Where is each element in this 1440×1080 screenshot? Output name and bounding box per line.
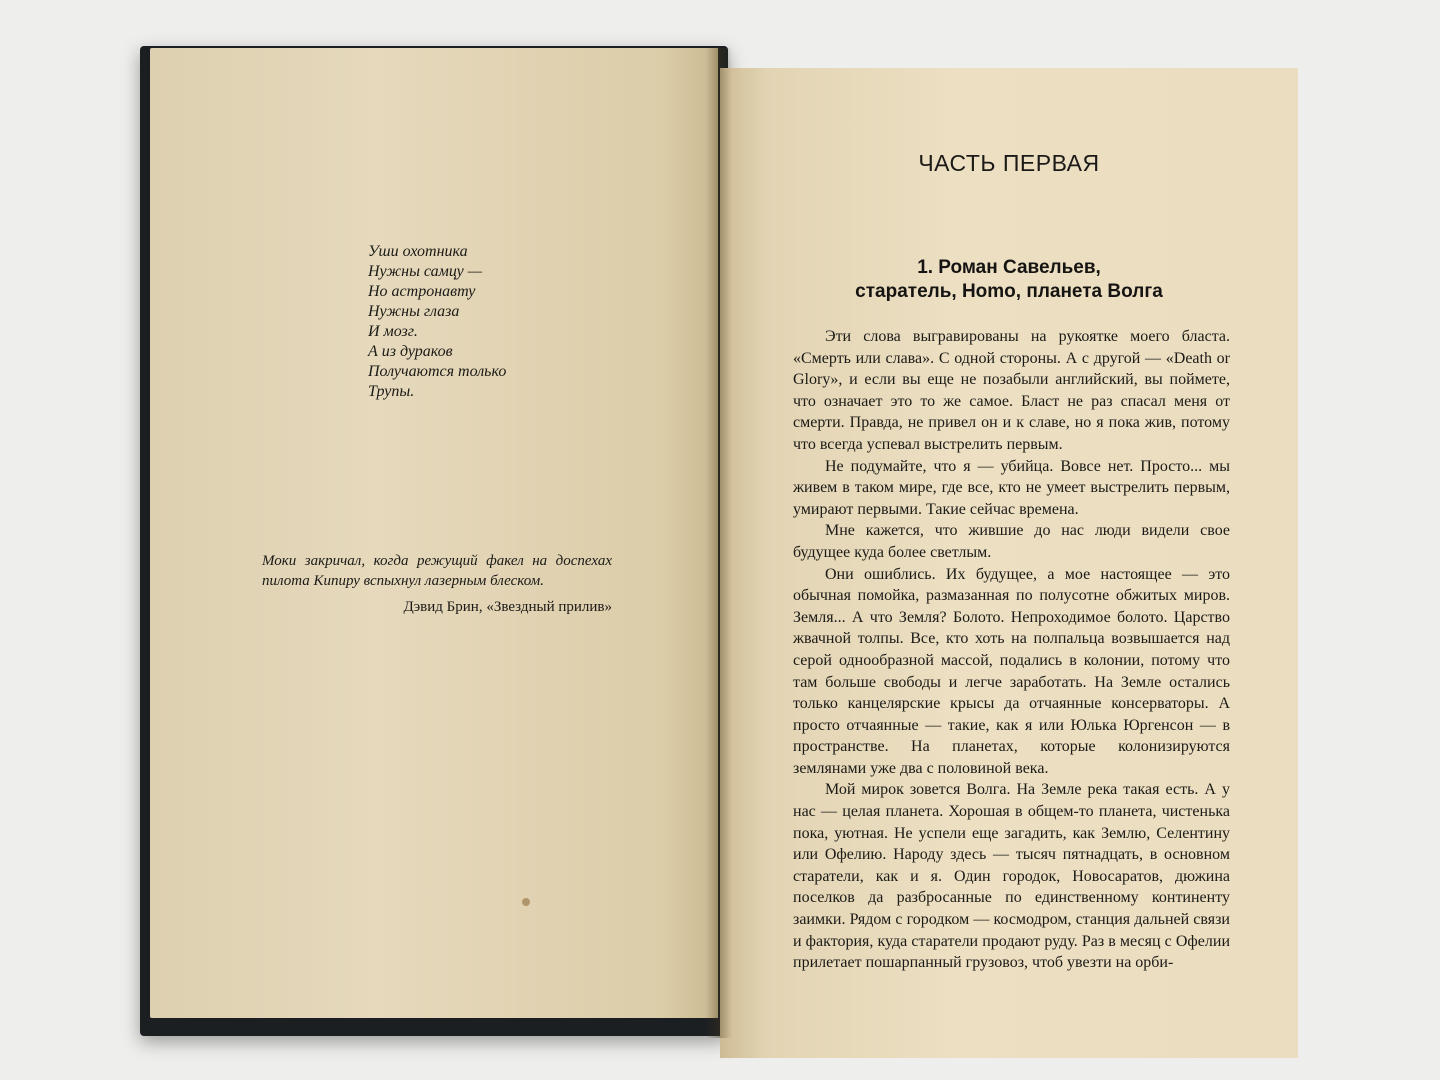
epigraph-line: Нужны самцу — xyxy=(368,263,482,280)
epigraph-quote xyxy=(262,551,612,617)
chapter-title-line: старатель, Homo, планета Волга xyxy=(855,281,1163,302)
paragraph: Они ошиблись. Их будущее, а мое настоящее — это обычная помойка, размазанная по полусотне обжитых миров. Земля... А что Земля? Болото. Непроходимое болото. Царство жвачной толпы. Все, кто хоть на полпальца возвышается над серой однообразной массой, подались в колонии, потому что там больше свободы и легче заработать. На Земле остались только канцелярские крысы да отчаянные консерваторы. А просто отчаянные — такие, как я или Юлька Юргенсон — в пространстве. На планетах, которые колонизируются землянами уже два с половиной века. xyxy=(793,565,1230,777)
paragraph: Эти слова выгравированы на рукоятке моего бласта. «Смерть или слава». С одной стороны. А с другой — «Death or Glory», и если вы еще не позабыли английский, вы поймете, что означает это то же самое. Бласт не раз спасал меня от смерти. Правда, не привел он и к славе, но я пока жив, потому что всегда успевал выстрелить первым. xyxy=(793,328,1230,453)
chapter-title-line: 1. Роман Савельев, xyxy=(917,257,1101,278)
epigraph-line: Уши охотника xyxy=(368,243,468,260)
paragraph: Мой мирок зовется Волга. На Земле река такая есть. А у нас — целая планета. Хорошая в общем-то планета, чистенька пока, уютная. Не успели еще загадить, как Землю, Селентину или Офелию. Народу здесь — тысяч пятнадцать, в основном старатели, как и я. Один городок, Новосаратов, дюжина поселков да разбросанные по единственному континенту заимки. Рядом с городком — космодром, станция дальней связи и фактория, куда старатели продают руду. Раз в месяц с Офелии прилетает пошарпанный грузовоз, чтоб увезти на орби- xyxy=(793,781,1230,972)
left-page xyxy=(150,48,718,1018)
quote-text: Моки закричал, когда режущий факел на доспехах пилота Кипиру вспыхнул лазерным блеском. xyxy=(262,553,612,589)
paragraph: Мне кажется, что жившие до нас люди видели свое будущее куда более светлым. xyxy=(793,522,1230,561)
page-stain xyxy=(522,898,530,906)
epigraph-line: Нужны глаза xyxy=(368,303,460,320)
epigraph-poem xyxy=(368,242,506,402)
chapter-title xyxy=(720,256,1298,304)
epigraph-line: Трупы. xyxy=(368,383,415,400)
epigraph-line: А из дураков xyxy=(368,343,453,360)
epigraph-line: Но астронавту xyxy=(368,283,476,300)
epigraph-line: И мозг. xyxy=(368,323,418,340)
quote-source: Дэвид Брин, «Звездный прилив» xyxy=(403,599,612,615)
chapter-body xyxy=(793,326,1230,974)
paragraph: Не подумайте, что я — убийца. Вовсе нет. Просто... мы живем в таком мире, где все, кто не умеет выстрелить первым, умирают первыми. Такие сейчас времена. xyxy=(793,457,1230,518)
book-spine xyxy=(706,48,732,1038)
epigraph-line: Получаются только xyxy=(368,363,507,380)
part-title: ЧАСТЬ ПЕРВАЯ xyxy=(918,150,1100,176)
